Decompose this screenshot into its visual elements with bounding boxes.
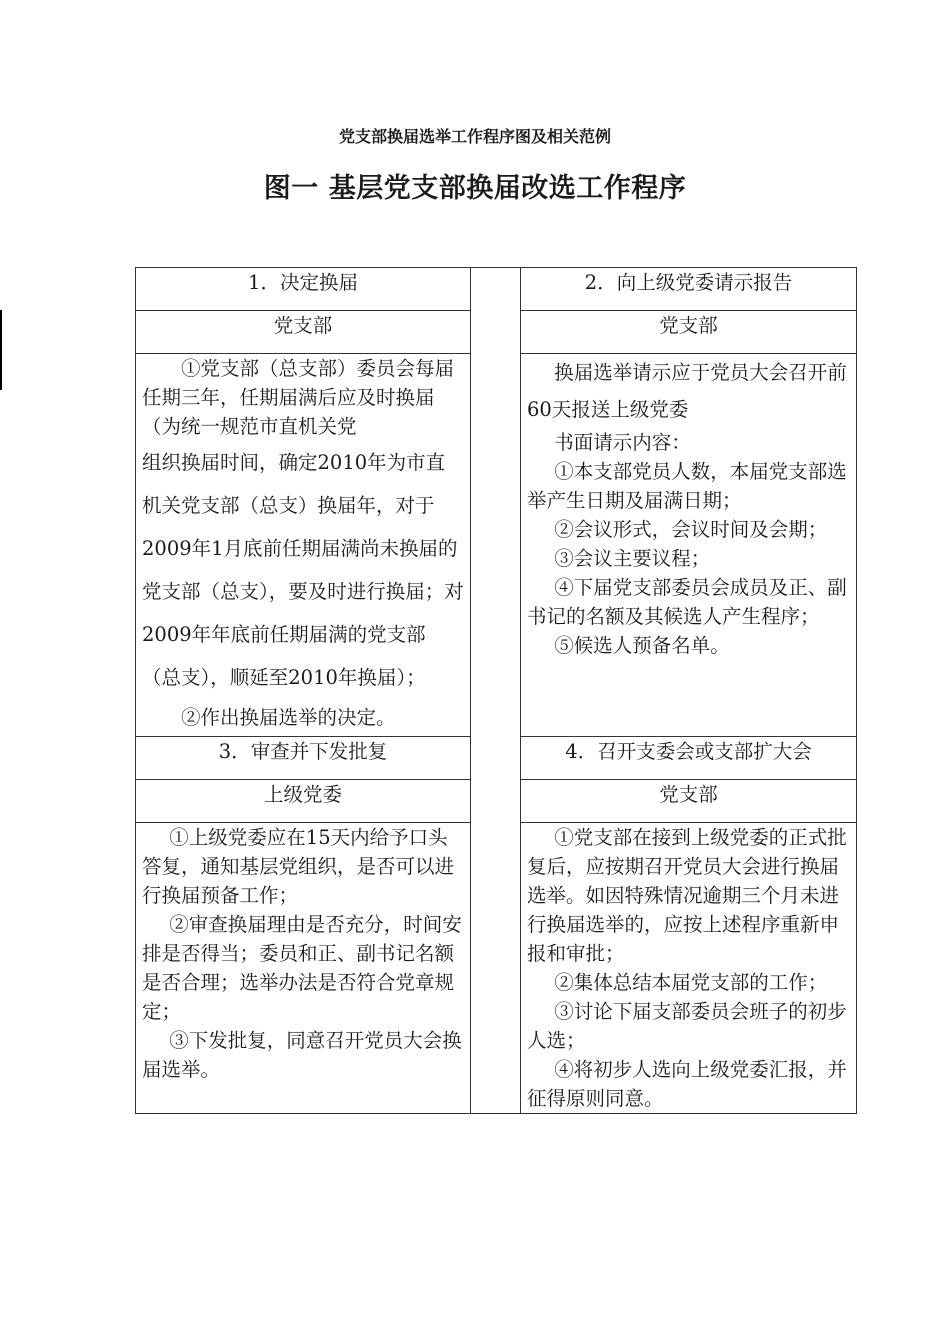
step-org: 党支部 bbox=[521, 780, 857, 823]
step-paragraph: ③讨论下届支部委员会班子的初步人选； bbox=[527, 1000, 847, 1052]
step-body bbox=[521, 823, 857, 1114]
step-org: 党支部 bbox=[136, 311, 471, 354]
step-body bbox=[521, 354, 857, 737]
step-paragraph: 组织换届时间，确定2010年为市直机关党支部（总支）换届年，对于2009年1月底前任期届满尚未换届的党支部（总支），要及时进行换届；对2009年年底前任期届满的党支部（总支），顺延至2010年换届）； bbox=[142, 451, 464, 689]
step-org: 上级党委 bbox=[136, 780, 471, 823]
step-paragraph: ③下发批复，同意召开党员大会换届选举。 bbox=[142, 1029, 462, 1081]
step-paragraph: ③会议主要议程； bbox=[554, 547, 711, 570]
step-body bbox=[136, 823, 471, 1114]
step-paragraph: ②集体总结本届党支部的工作； bbox=[554, 971, 828, 994]
step-paragraph: ⑤候选人预备名单。 bbox=[554, 634, 730, 657]
table-row bbox=[136, 268, 857, 311]
step-paragraph: ④下届党支部委员会成员及正、副书记的名额及其候选人产生程序； bbox=[527, 576, 847, 628]
step-paragraph: ①党支部（总支部）委员会每届任期三年，任期届满后应及时换届（为统一规范市直机关党 bbox=[142, 357, 455, 438]
spacer-column bbox=[471, 268, 521, 1114]
step-paragraph: ④将初步人选向上级党委汇报，并征得原则同意。 bbox=[527, 1058, 847, 1110]
step-paragraph: 书面请示内容： bbox=[554, 431, 691, 454]
step-paragraph: ②审查换届理由是否充分，时间安排是否得当；委员和正、副书记名额是否合理；选举办法是否符合党章规定； bbox=[142, 913, 462, 1023]
step-paragraph: 换届选举请示应于党员大会召开前60天报送上级党委 bbox=[527, 361, 847, 421]
step-body bbox=[136, 354, 471, 737]
step-title: 4．召开支委会或支部扩大会 bbox=[521, 737, 857, 780]
step-paragraph: ②会议形式，会议时间及会期； bbox=[554, 518, 828, 541]
step-title: 2．向上级党委请示报告 bbox=[521, 268, 857, 311]
step-paragraph: ①党支部在接到上级党委的正式批复后，应按期召开党员大会进行换届选举。如因特殊情况逾期三个月未进行换届选举的，应按上述程序重新申报和审批； bbox=[527, 826, 847, 965]
document-title: 党支部换届选举工作程序图及相关范例 bbox=[338, 127, 611, 146]
step-paragraph: ②作出换届选举的决定。 bbox=[181, 706, 396, 729]
margin-mark bbox=[0, 310, 2, 390]
procedure-table bbox=[135, 267, 857, 1114]
step-title: 3．审查并下发批复 bbox=[136, 737, 471, 780]
step-paragraph: ①本支部党员人数，本届党支部选举产生日期及届满日期； bbox=[527, 460, 847, 512]
step-paragraph: ①上级党委应在15天内给予口头答复，通知基层党组织，是否可以进行换届预备工作； bbox=[142, 826, 455, 907]
figure-heading: 图一 基层党支部换届改选工作程序 bbox=[263, 173, 687, 204]
step-title: 1．决定换届 bbox=[136, 268, 471, 311]
step-org: 党支部 bbox=[521, 311, 857, 354]
